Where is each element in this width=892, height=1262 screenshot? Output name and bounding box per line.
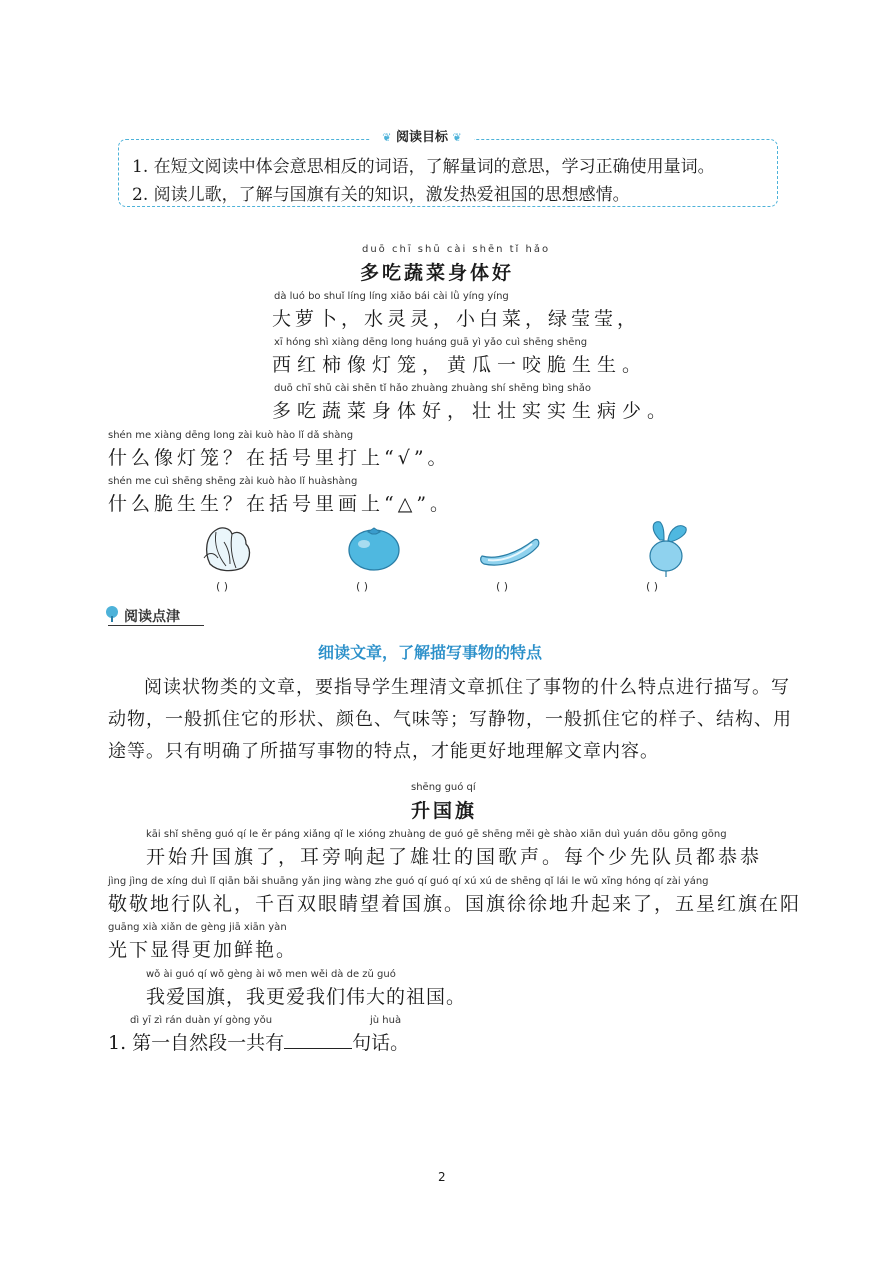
story-line-3: 光下显得更加鲜艳。	[108, 939, 298, 961]
story-title-pinyin: shēng guó qí	[411, 782, 476, 793]
radish-icon	[638, 518, 694, 578]
poem-line-2-pinyin: xī hóng shì xiàng dēng long huáng guā yì yǎo cuì shēng shēng	[274, 337, 588, 348]
story-line-3-pinyin: guāng xià xiǎn de gèng jiā xiān yàn	[108, 922, 287, 933]
reading-goals-tag	[370, 127, 474, 149]
story-title: 升国旗	[411, 800, 478, 822]
question-2: 什么脆生生？在括号里画上“△”。	[108, 493, 454, 515]
answer-parentheses[interactable]: ( )	[496, 580, 509, 593]
poem-title: 多吃蔬菜身体好	[360, 262, 515, 284]
reading-tips-heading: 阅读点津	[124, 609, 180, 625]
exercise-question	[108, 1028, 409, 1055]
answer-blank[interactable]	[284, 1032, 352, 1049]
cabbage-icon	[200, 522, 256, 574]
reading-tips-subtitle: 细读文章，了解描写事物的特点	[318, 643, 543, 662]
poem-line-3: 多吃蔬菜身体好，壮壮实实生病少。	[272, 400, 673, 422]
leaf-ornament-icon: ❦	[452, 131, 462, 144]
tree-icon	[104, 605, 120, 623]
story-line-1: 开始升国旗了，耳旁响起了雄壮的国歌声。每个少先队员都恭恭	[146, 846, 763, 868]
heading-underline	[108, 625, 204, 626]
tomato-icon	[346, 524, 402, 572]
answer-parentheses[interactable]: ( )	[216, 580, 229, 593]
leaf-ornament-icon: ❦	[382, 131, 392, 144]
reading-tips-paragraph: 阅读状物类的文章，要指导学生理清文章抓住了事物的什么特点进行描写。写动物，一般抓住它的形状、颜色、气味等；写静物，一般抓住它的样子、结构、用途等。只有明确了所描写事物的特点，才能更好地理解文章内容。	[108, 677, 792, 762]
story-line-4-pinyin: wǒ ài guó qí wǒ gèng ài wǒ men wěi dà de zǔ guó	[146, 969, 396, 980]
poem-line-1-pinyin: dà luó bo shuǐ líng líng xiǎo bái cài lǜ yíng yíng	[274, 291, 509, 302]
story-line-1-pinyin: kāi shǐ shēng guó qí le ěr páng xiǎng qǐ le xióng zhuàng de guó gē shēng měi gè shào xiān duì yuán dōu gōng gōng	[146, 829, 727, 840]
goal-item-1: 1. 在短文阅读中体会意思相反的词语，了解量词的意思，学习正确使用量词。	[132, 157, 715, 177]
poem-line-3-pinyin: duō chī shū cài shēn tǐ hǎo zhuàng zhuàng shí shēng bìng shǎo	[274, 383, 591, 394]
reading-goals-label: 阅读目标	[395, 130, 448, 145]
exercise-prefix: 1. 第一自然段一共有	[108, 1032, 285, 1054]
cucumber-icon	[478, 534, 542, 568]
answer-parentheses[interactable]: ( )	[356, 580, 369, 593]
poem-title-pinyin: duō chī shū cài shēn tǐ hǎo	[362, 244, 551, 255]
exercise-suffix: 句话。	[352, 1032, 410, 1054]
answer-parentheses[interactable]: ( )	[646, 580, 659, 593]
question-1: 什么像灯笼？在括号里打上“√”。	[108, 447, 451, 469]
question-1-pinyin: shén me xiàng dēng long zài kuò hào lǐ dǎ shàng	[108, 430, 354, 441]
story-line-2: 敬敬地行队礼，千百双眼睛望着国旗。国旗徐徐地升起来了，五星红旗在阳	[108, 893, 802, 915]
poem-line-2: 西红柿像灯笼，黄瓜一咬脆生生。	[272, 354, 648, 376]
story-line-2-pinyin: jìng jìng de xíng duì lǐ qiān bǎi shuāng yǎn jing wàng zhe guó qí guó qí xú xú de shēng qǐ lái le wǔ xīng hóng qí zài yáng	[108, 876, 709, 887]
exercise-pinyin-left: dì yī zì rán duàn yí gòng yǒu	[130, 1015, 273, 1026]
exercise-pinyin-right: jù huà	[370, 1015, 402, 1026]
page-number: 2	[438, 1170, 446, 1184]
question-2-pinyin: shén me cuì shēng shēng zài kuò hào lǐ huàshàng	[108, 476, 358, 487]
goal-item-2: 2. 阅读儿歌，了解与国旗有关的知识，激发热爱祖国的思想感情。	[132, 185, 630, 205]
story-line-4: 我爱国旗，我更爱我们伟大的祖国。	[146, 986, 467, 1008]
poem-line-1: 大萝卜，水灵灵，小白菜，绿莹莹，	[272, 308, 641, 330]
